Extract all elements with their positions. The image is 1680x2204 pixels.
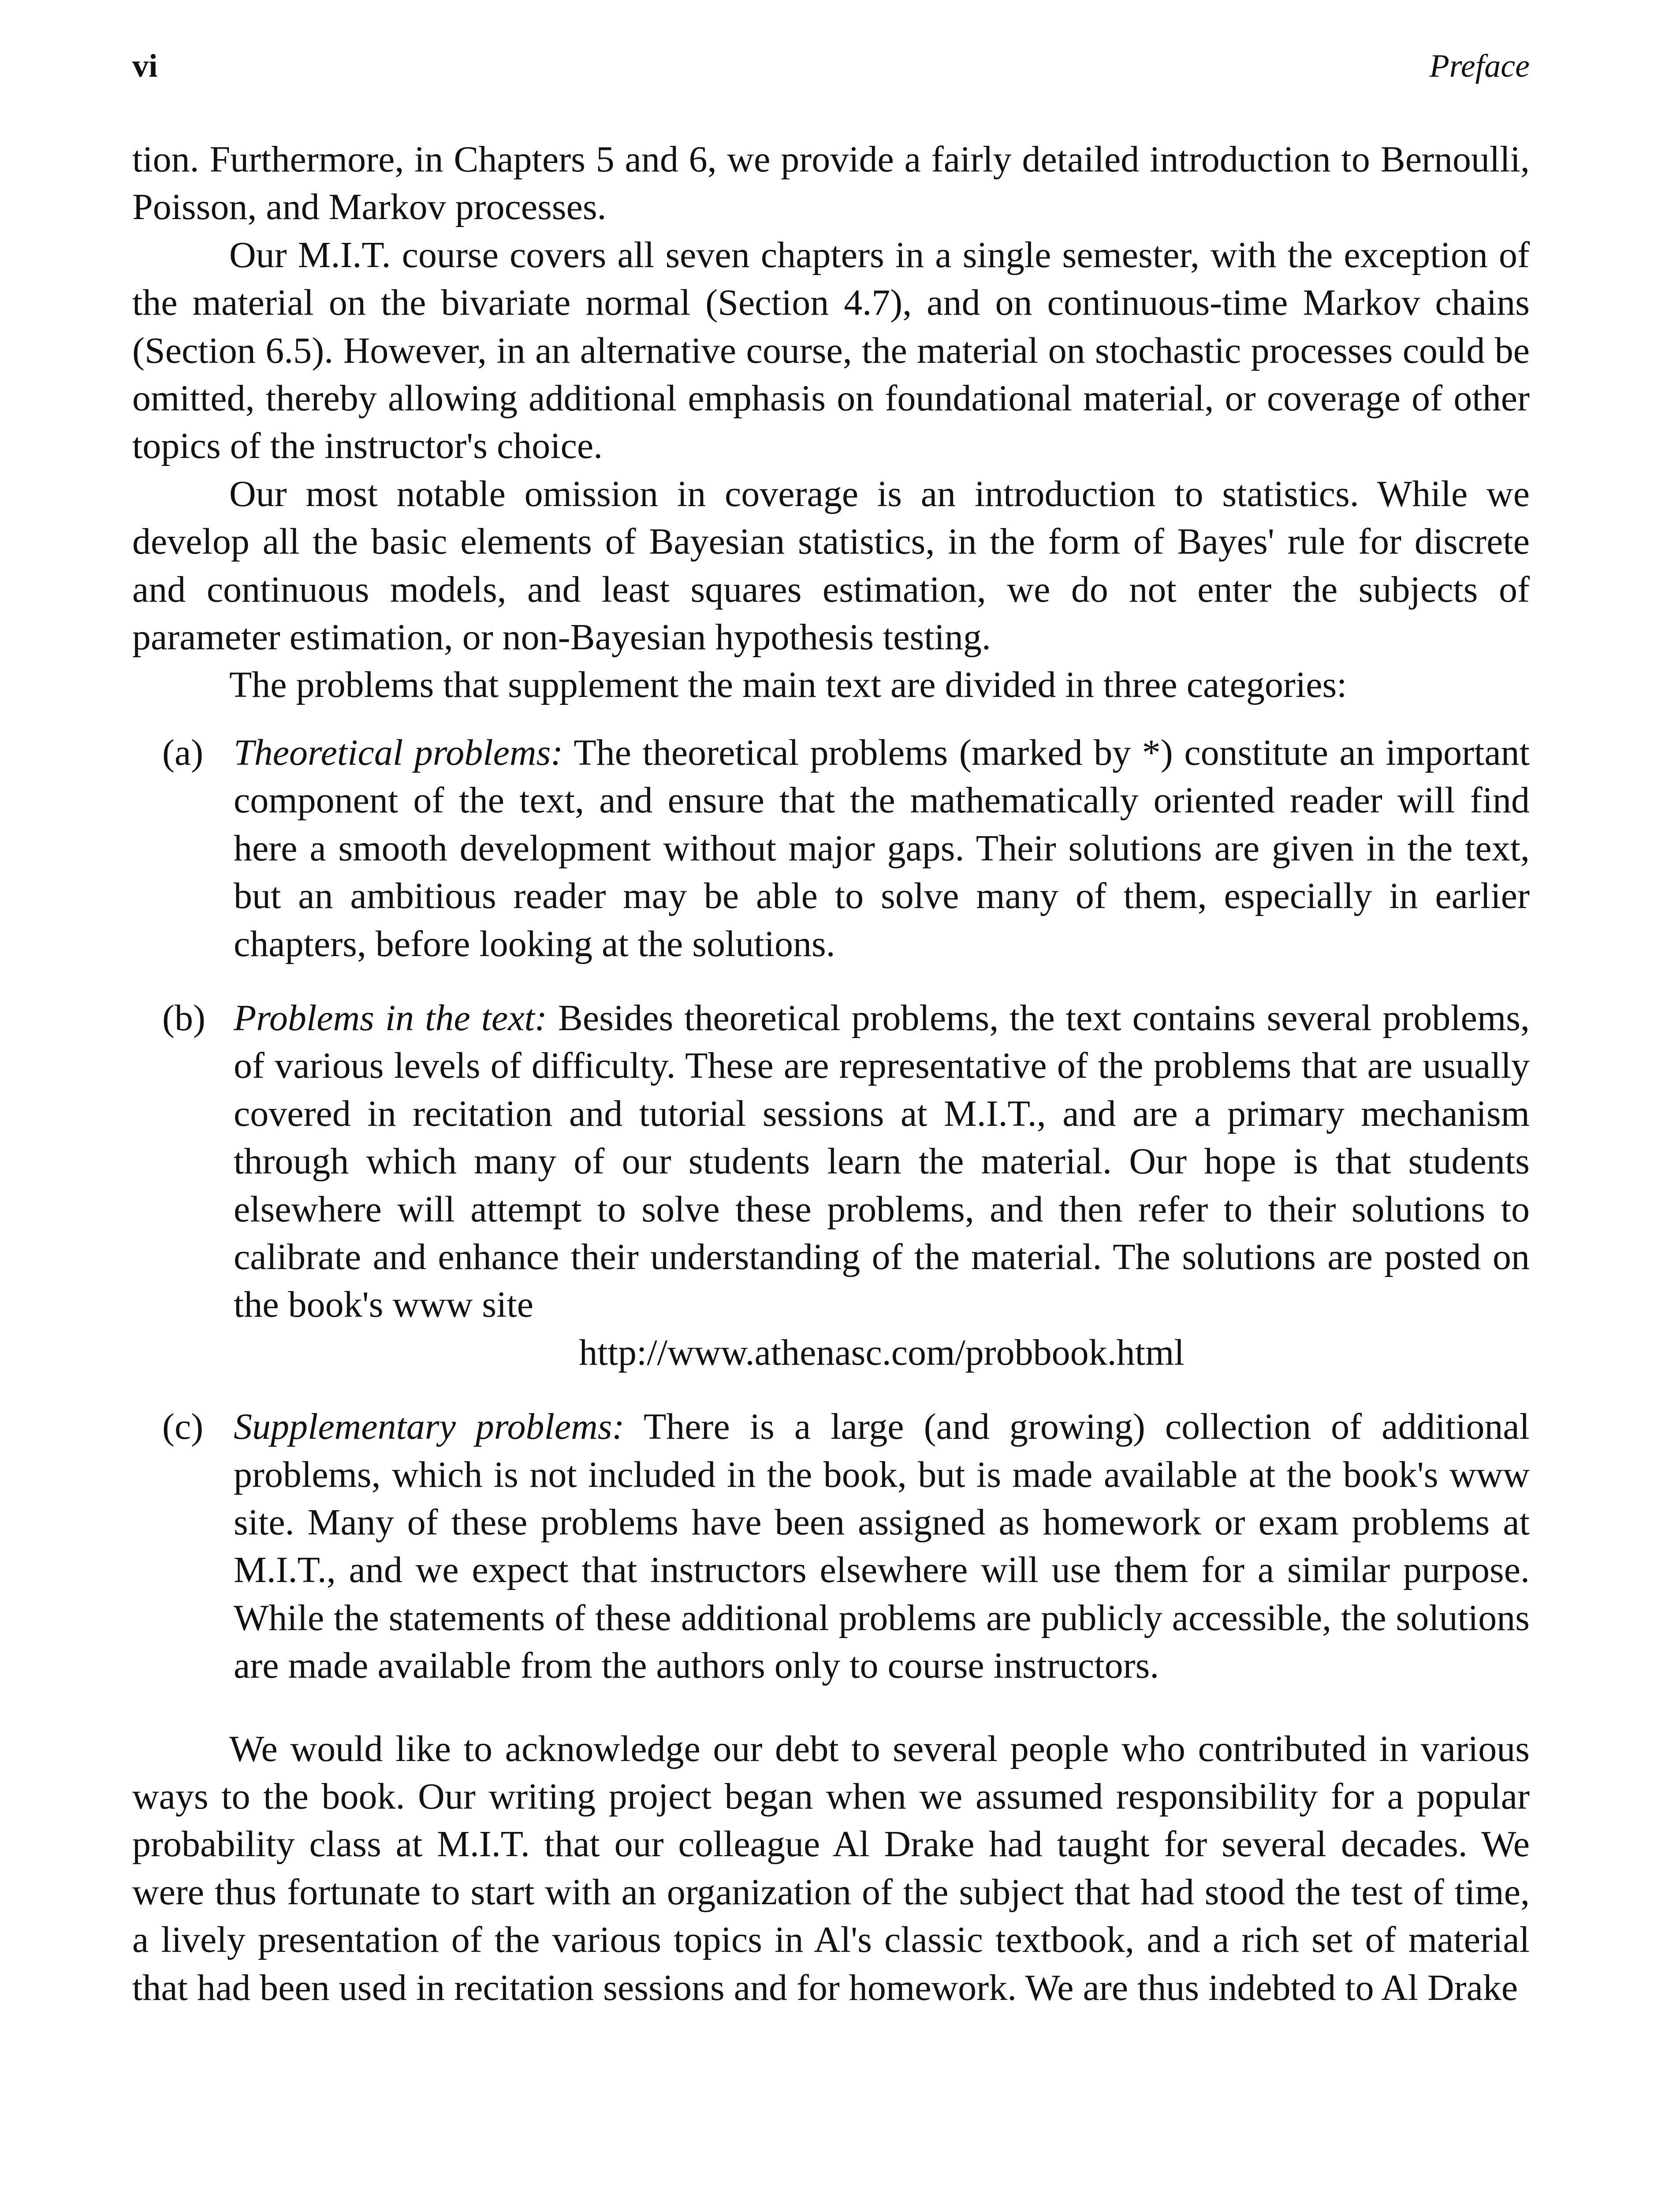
problem-category-heading: Supplementary problems:	[234, 1406, 625, 1448]
paragraph-omission: Our most notable omission in coverage is an introduction to statistics. While we develop all the basic elements of Bayesian statistics, in the form of Bayes' rule for discrete and continuous models, and least squares estimation, we do not enter the subjects of parameter estimation, or non-Bayesian hypothesis testing.	[132, 473, 1530, 658]
list-marker: (a)	[162, 732, 204, 773]
problem-category-heading: Theoretical problems:	[234, 732, 563, 773]
list-marker: (c)	[162, 1406, 204, 1448]
body-text	[132, 136, 1530, 2012]
paragraph-continuation: tion. Furthermore, in Chapters 5 and 6, we provide a fairly detailed introduction to Bernoulli, Poisson, and Markov processes.	[132, 139, 1530, 228]
problem-category-theoretical	[132, 729, 1530, 968]
paragraph-course-coverage: Our M.I.T. course covers all seven chapters in a single semester, with the exception of the material on the bivariate normal (Section 4.7), and on continuous-time Markov chains (Section 6.5). However, in an alternative course, the material on stochastic processes could be omitted, thereby allowing additional emphasis on foundational material, or coverage of other topics of the instructor's choice.	[132, 234, 1530, 467]
paragraph-acknowledgment: We would like to acknowledge our debt to several people who contributed in various ways to the book. Our writing project began when we assumed responsibility for a popular probability class at M.I.T. that our colleague Al Drake had taught for several decades. We were thus fortunate to start with an organization of the subject that had stood the test of time, a lively presentation of the various topics in Al's classic textbook, and a rich set of material that had been used in recitation sessions and for homework. We are thus indebted to Al Drake	[132, 1728, 1530, 2008]
paragraph-problems-intro: The problems that supplement the main text are divided in three categories:	[229, 664, 1347, 706]
problem-category-text: There is a large (and growing) collection of additional problems, which is not included in the book, but is made available at the book's www site. Many of these problems have been assigned as homework or exam problems at M.I.T., and we expect that instructors elsewhere will use them for a similar purpose. While the statements of these additional problems are publicly accessible, the solutions are made available from the authors only to course instructors.	[234, 1406, 1530, 1687]
problem-category-in-text	[132, 994, 1530, 1377]
book-website-url: http://www.athenasc.com/probbook.html	[579, 1332, 1185, 1373]
page-number: vi	[132, 48, 158, 84]
problem-category-heading: Problems in the text:	[234, 997, 547, 1039]
list-marker: (b)	[162, 997, 205, 1039]
problem-category-text: The theoretical problems (marked by *) constitute an important component of the text, and ensure that the mathematically oriented reader will find here a smooth development without major gaps. Their solutions are given in the text, but an ambitious reader may be able to solve many of them, especially in earlier chapters, before looking at the solutions.	[234, 732, 1530, 964]
problem-category-supplementary	[132, 1403, 1530, 1690]
running-head	[132, 48, 1530, 96]
problem-category-text: Besides theoretical problems, the text contains several problems, of various levels of difficulty. These are representative of the problems that are usually covered in recitation and tutorial sessions at M.I.T., and are a primary mechanism through which many of our students learn the material. Our hope is that students elsewhere will attempt to solve these problems, and then refer to their solutions to calibrate and enhance their understanding of the material. The solutions are posted on the book's www site	[234, 997, 1530, 1325]
running-section-title: Preface	[1429, 48, 1530, 84]
problem-category-list	[132, 729, 1530, 1690]
